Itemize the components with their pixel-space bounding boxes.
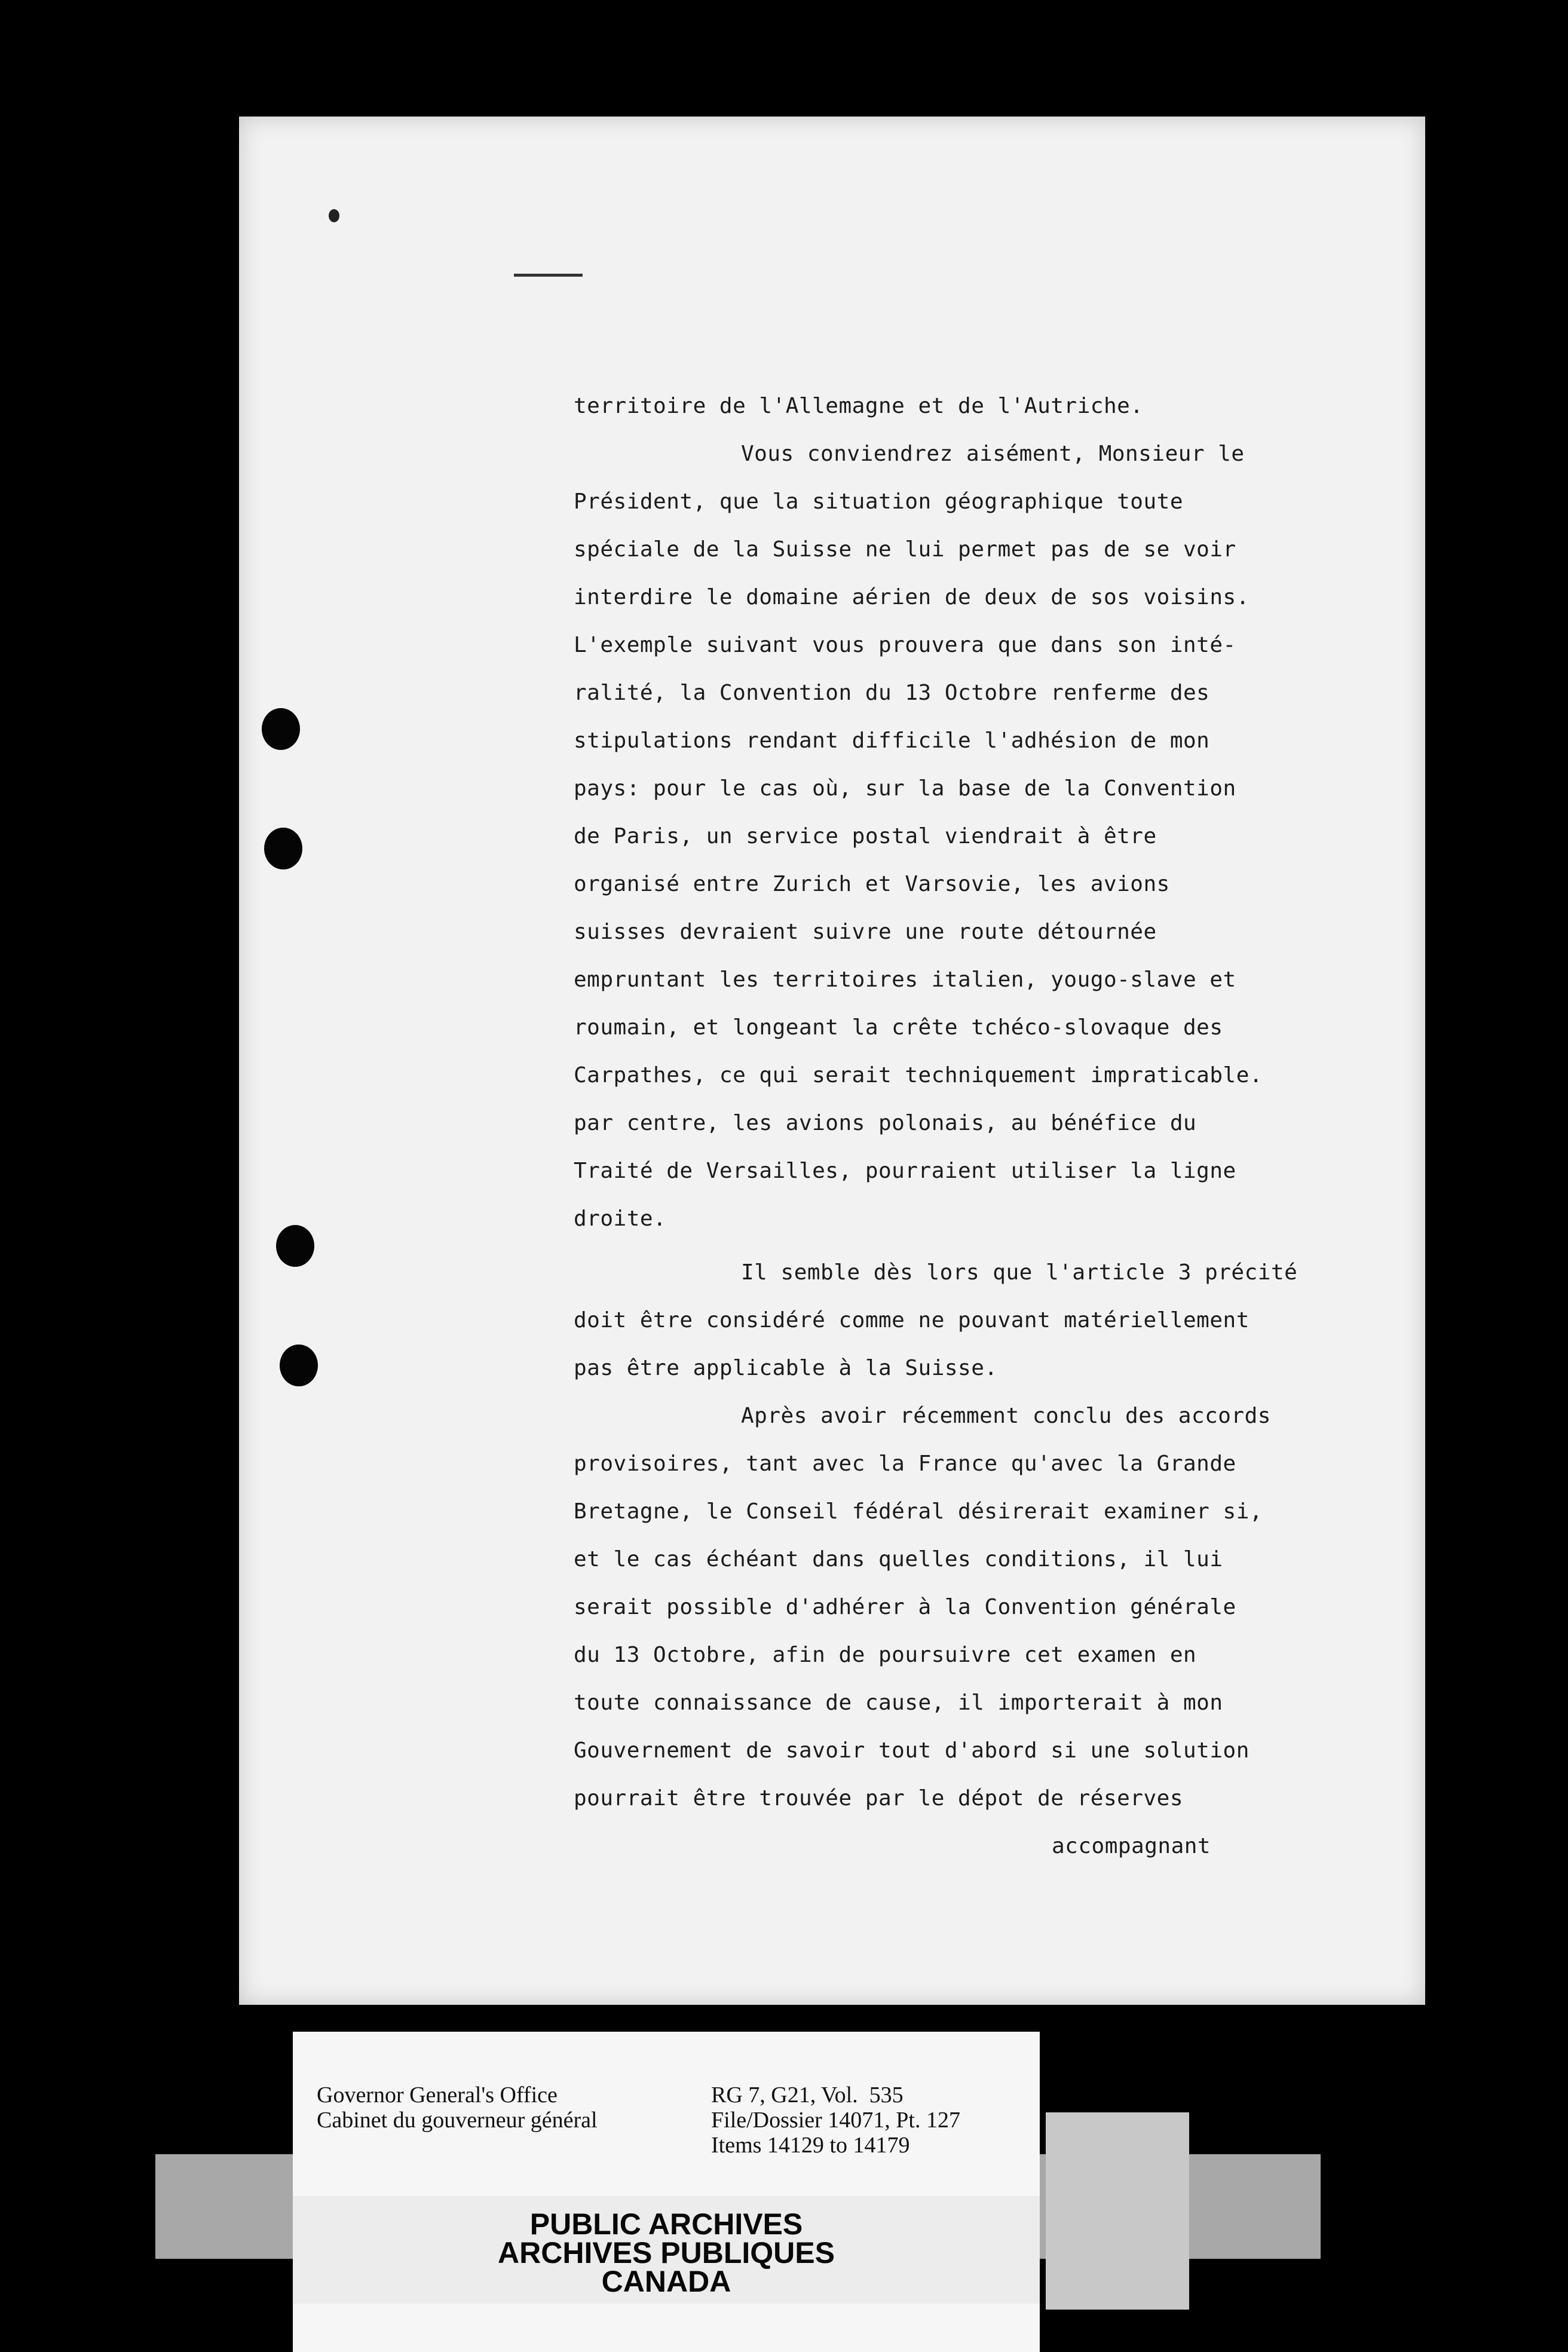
letter-line: ralité, la Convention du 13 Octobre renferme des (574, 681, 1210, 705)
record-group: RG 7, G21, Vol. 535 (711, 2082, 904, 2108)
punch-hole-3 (276, 1225, 314, 1267)
punch-hole-4 (280, 1345, 318, 1386)
letter-line: et le cas échéant dans quelles conditions, il lui (574, 1547, 1223, 1572)
letter-line: suisses devraient suivre une route détournée (574, 920, 1157, 944)
letter-line: L'exemple suivant vous prouvera que dans son inté- (574, 633, 1236, 657)
letter-line: pas être applicable à la Suisse. (574, 1356, 998, 1380)
archives-stamp (293, 2207, 1040, 2298)
letter-line: Il semble dès lors que l'article 3 précité (741, 1260, 1298, 1285)
catchword: accompagnant (1052, 1834, 1211, 1858)
letter-line: pays: pour le cas où, sur la base de la Convention (574, 776, 1236, 801)
letter-line: de Paris, un service postal viendrait à être (574, 824, 1157, 849)
ink-dot (329, 209, 339, 222)
letter-line: du 13 Octobre, afin de poursuivre cet examen en (574, 1643, 1197, 1667)
letter-line: organisé entre Zurich et Varsovie, les avions (574, 872, 1170, 896)
letter-line: stipulations rendant difficile l'adhésion de mon (574, 728, 1210, 753)
letter-line: serait possible d'adhérer à la Convention générale (574, 1595, 1236, 1619)
stamp-line-canada: CANADA (601, 2265, 731, 2298)
punch-hole-1 (262, 708, 300, 750)
label-office-block (317, 2082, 598, 2133)
letter-line: Président, que la situation géographique toute (574, 489, 1183, 514)
separator-dash (514, 274, 583, 277)
letter-line: Carpathes, ce qui serait techniquement impraticable. (574, 1063, 1263, 1088)
letter-line: par centre, les avions polonais, au bénéfice du (574, 1111, 1197, 1135)
letter-line: Après avoir récemment conclu des accords (741, 1404, 1271, 1428)
office-english: Governor General's Office (317, 2082, 558, 2108)
file-dossier: File/Dossier 14071, Pt. 127 (711, 2108, 960, 2133)
letter-line: roumain, et longeant la crête tchéco-slovaque des (574, 1015, 1223, 1040)
letter-line: interdire le domaine aérien de deux de sos voisins. (574, 585, 1250, 610)
letter-line: droite. (574, 1206, 667, 1231)
letter-line: Bretagne, le Conseil fédéral désirerait examiner si, (574, 1499, 1263, 1524)
punch-hole-2 (264, 828, 302, 869)
letter-line: territoire de l'Allemagne et de l'Autriche. (574, 394, 1144, 418)
letter-line: spéciale de la Suisse ne lui permet pas de se voir (574, 537, 1236, 562)
office-french: Cabinet du gouverneur général (317, 2108, 598, 2133)
stamp-line-archives-publiques: ARCHIVES PUBLIQUES (498, 2236, 835, 2270)
label-reference-block (711, 2082, 960, 2158)
item-range: Items 14129 to 14179 (711, 2133, 910, 2158)
letter-body (574, 382, 1350, 1870)
letter-line: Traité de Versailles, pourraient utiliser la ligne (574, 1159, 1236, 1183)
letter-line: Gouvernement de savoir tout d'abord si une solution (574, 1738, 1250, 1763)
letter-line: Vous conviendrez aisément, Monsieur le (741, 442, 1245, 466)
letter-line: pourrait être trouvée par le dépot de réserves (574, 1786, 1183, 1811)
letter-line: provisoires, tant avec la France qu'avec la Grande (574, 1451, 1236, 1476)
letter-line: toute connaissance de cause, il importerait à mon (574, 1690, 1223, 1715)
label-backing-block (1046, 2112, 1189, 2310)
archive-label (293, 2032, 1040, 2352)
letter-line: empruntant les territoires italien, yougo-slave et (574, 967, 1236, 992)
letter-line: doit être considéré comme ne pouvant matériellement (574, 1308, 1250, 1333)
stamp-line-public-archives: PUBLIC ARCHIVES (529, 2207, 803, 2241)
